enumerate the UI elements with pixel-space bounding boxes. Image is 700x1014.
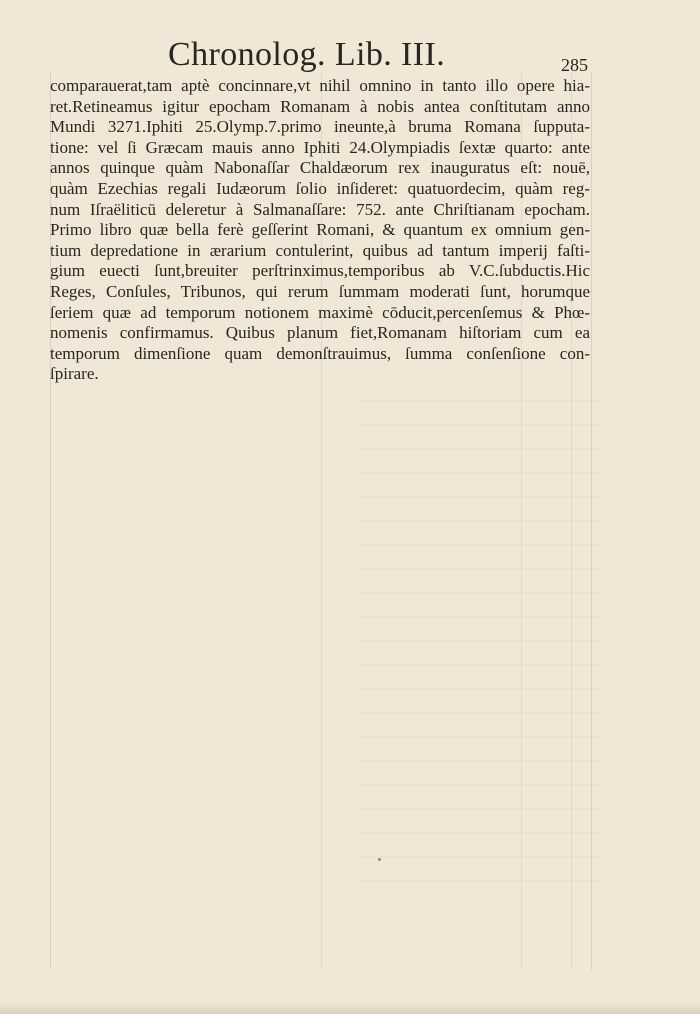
body-paragraph [50,76,590,385]
paper-speck [378,858,381,861]
text-line: nomenis confirmamus. Quibus planum fiet,Romanam hiſtoriam cum ea [50,323,590,343]
text-line: comparauerat,tam aptè concinnare,vt nihil omnino in tanto illo opere hia- [50,76,590,95]
text-line: gium euecti ſunt,breuiter perſtrinximus,temporibus ab V.C.ſubductis.Hic [50,261,590,281]
text-line: annos quinque quàm Nabonaſſar Chaldæorum rex inauguratus eſt: nouē, [50,158,590,178]
page-number: 285 [561,55,588,75]
text-line: tium depredatione in ærarium contulerint, quibus ad tantum imperij faſti- [50,240,590,260]
show-through-text [360,400,600,900]
text-line: temporum dimenſione quam demonſtrauimus, ſumma conſenſione con- [50,343,590,363]
text-line: tione: vel ſi Græcam mauis anno Iphiti 24.Olympiadis ſextæ quarto: ante [50,137,590,157]
text-line: Reges, Conſules, Tribunos, qui rerum ſummam moderati ſunt, horumque [50,281,590,301]
text-line: ret.Retineamus igitur epocham Romanam à nobis antea conſtitutam anno [50,96,590,116]
page-edge-shadow [0,1002,700,1014]
text-line: ſeriem quæ ad temporum notionem maximè cōducit,percenſemus & Phœ- [50,302,590,322]
text-line: quàm Ezechias regali Iudæorum ſolio inſideret: quatuordecim, quàm reg- [50,178,590,198]
text-line: Mundi 3271.Iphiti 25.Olymp.7.primo ineunte,à bruma Romana ſupputa- [50,117,590,137]
running-head: Chronolog. Lib. III. [168,36,446,73]
text-line: ſpirare. [50,364,99,384]
text-line: num Iſraëliticū deleretur à Salmanaſſare: 752. ante Chriſtianam epocham. [50,199,590,219]
text-line: Primo libro quæ bella ferè geſſerint Romani, & quantum ex omnium gen- [50,220,590,240]
